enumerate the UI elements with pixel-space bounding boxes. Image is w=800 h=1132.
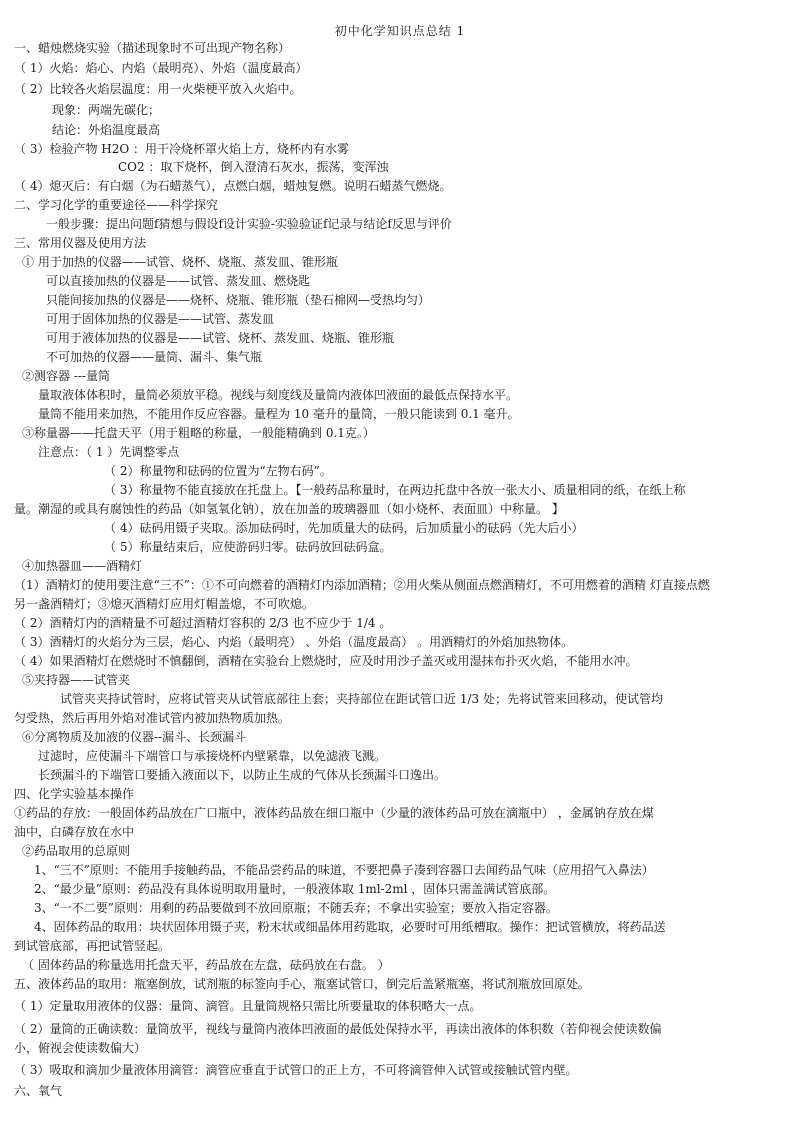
section-heading: 二、学习化学的重要途径——科学探究 (14, 198, 219, 212)
section-heading: 四、化学实验基本操作 (14, 787, 135, 801)
text-line: （ 3）称量物不能直接放在托盘上。【一般药品称量时，在两边托盘中各放一张大小、质量相同的纸，在纸上称 (104, 483, 686, 497)
text-line: （ 4）如果酒精灯在燃烧时不慎翻倒，酒精在实验台上燃烧时，应及时用沙子盖灭或用湿抹布扑灭火焰，不能用水冲。 (14, 654, 638, 668)
subsection-heading: ⑤夹持器——试管夹 (22, 673, 131, 687)
text-line: （ 1）定量取用液体的仪器：量筒、滴管。且量筒规格只需比所要量取的体积略大一点。 (14, 999, 482, 1013)
text-line: 过滤时，应使漏斗下端管口与承接烧杯内壁紧靠，以免滤液飞溅。 (38, 749, 387, 763)
text-line: 小，俯视会使读数偏大） (14, 1041, 147, 1055)
text-line: 3、“一不二要”原则：用剩的药品要做到不放回原瓶；不随丢弃；不拿出实验室；要放入指定容器。 (34, 901, 558, 915)
text-line: ①药品的存放：一般固体药品放在广口瓶中，液体药品放在细口瓶中（少量的液体药品可放在滴瓶中） ，金属钠存放在煤 (14, 806, 654, 820)
text-line: 试管夹夹持试管时，应将试管夹从试管底部往上套；夹持部位在距试管口近 1/3 处；先将试管来回移动，使试管均 (60, 692, 663, 706)
subsection-heading: ②药品取用的总原则 (22, 844, 131, 858)
text-line: （ 4）砝码用镊子夹取。添加砝码时，先加质量大的砝码，后加质量小的砝码（先大后小） (104, 521, 584, 535)
text-line: 2、“最少量”原则：药品没有具体说明取用量时，一般液体取 1ml-2ml ，固体只需盖满试管底部。 (34, 882, 556, 896)
text-line: 到试管底部，再把试管竖起。 (14, 939, 171, 953)
text-line: 现象：两端先碳化； (52, 103, 161, 117)
text-line: 匀受热，然后再用外焰对准试管内被加热物质加热。 (14, 711, 291, 725)
text-line: 不可加热的仪器——量筒、漏斗、集气瓶 (46, 350, 263, 364)
subsection-heading: ⑥分离物质及加液的仪器--漏斗、长颈漏斗 (22, 730, 247, 744)
text-line: 量。潮湿的或具有腐蚀性的药品（如氢氧化钠），放在加盖的玻璃器皿（如小烧杯、表面皿）中称量。 】 (14, 502, 564, 516)
text-line: （ 3）检验产物 H2O ：用干冷烧杯罩火焰上方，烧杯内有水雾 (14, 142, 350, 156)
text-line: （ 4）熄灭后：有白烟（为石蜡蒸气），点燃白烟，蜡烛复燃。说明石蜡蒸气燃烧。 (14, 179, 452, 193)
text-line: 只能间接加热的仪器是——烧杯、烧瓶、锥形瓶（垫石棉网—受热均匀） (46, 293, 431, 307)
text-line: 量筒不能用来加热，不能用作反应容器。量程为 10 毫升的量筒，一般只能读到 0.1 毫升。 (38, 407, 520, 421)
text-line: 1、“三不”原则：不能用手接触药品，不能品尝药品的味道，不要把鼻子凑到容器口去闻药品气味（应用招气入鼻法） (34, 863, 654, 877)
text-line: 长颈漏斗的下端管口要插入液面以下，以防止生成的气体从长颈漏斗口逸出。 (38, 768, 447, 782)
text-line: 一般步骤：提出问题f猜想与假设f设计实验-实验验证f记录与结论f反思与评价 (46, 217, 452, 231)
text-line: 注意点：（ 1 ）先调整零点 (38, 445, 180, 459)
text-line: 另一盏酒精灯；③熄灭酒精灯应用灯帽盖熄，不可吹熄。 (14, 597, 315, 611)
section-heading: 五、液体药品的取用：瓶塞倒放，试剂瓶的标签向手心，瓶塞试管口，倒完后盖紧瓶塞，将试剂瓶放回原处。 (14, 977, 591, 991)
document-title: 初中化学知识点总结 1 (334, 24, 466, 38)
text-line: （ 固体药品的称量选用托盘天平，药品放在左盘，砝码放在右盘。 ） (22, 958, 390, 972)
text-line: 可用于固体加热的仪器是——试管、蒸发皿 (46, 312, 275, 326)
text-line: 油中，白磷存放在水中 (14, 825, 135, 839)
text-line: 可以直接加热的仪器是——试管、蒸发皿、燃烧匙 (46, 274, 311, 288)
text-line: （ 2）酒精灯内的酒精量不可超过酒精灯容积的 2/3 也不应少于 1/4 。 (14, 616, 392, 630)
text-line: （ 3）酒精灯的火焰分为三层，焰心、内焰（最明亮） 、外焰（温度最高） 。用酒精灯的外焰加热物体。 (14, 635, 574, 649)
text-line: （ 5）称量结束后，应使游码归零。砝码放回砝码盒。 (104, 540, 392, 554)
section-heading: 六、氧气 (14, 1084, 63, 1098)
subsection-heading: ②测容器 ---量筒 (22, 369, 110, 383)
text-line: （ 2）量筒的正确读数：量筒放平，视线与量筒内液体凹液面的最低处保持水平，再读出液体的体积数（若仰视会使读数偏 (14, 1022, 662, 1036)
subsection-heading: ④加热器皿——酒精灯 (22, 559, 143, 573)
section-heading: 一、蜡烛燃烧实验（描述现象时不可出现产物名称） (14, 41, 291, 55)
subsection-heading: ③称量器——托盘天平（用于粗略的称量，一般能精确到 0.1克。） (22, 426, 375, 440)
text-line: （ 2）比较各火焰层温度：用一火柴梗平放入火焰中。 (14, 82, 302, 96)
text-line: （ 3）吸取和滴加少量液体用滴管：滴管应垂直于试管口的正上方，不可将滴管伸入试管或接触试管内壁。 (14, 1063, 578, 1077)
text-line: 结论：外焰温度最高 (52, 123, 161, 137)
section-heading: 三、常用仪器及使用方法 (14, 236, 147, 250)
text-line: 量取液体体积时，量筒必须放平稳。视线与刻度线及量筒内液体凹液面的最低点保持水平。 (38, 388, 519, 402)
text-line: CO2 ：取下烧杯，倒入澄清石灰水，振荡，变浑浊 (118, 160, 389, 174)
text-line: （ 1）火焰：焰心、内焰（最明亮）、外焰（温度最高） (14, 61, 308, 75)
text-line: （1）酒精灯的使用要注意“三不”：①不可向燃着的酒精灯内添加酒精；②用火柴从侧面点燃酒精灯，不可用燃着的酒精 灯直接点燃 (14, 578, 710, 592)
text-line: （ 2）称量物和砝码的位置为“左物右码”。 (104, 464, 332, 478)
text-line: 可用于液体加热的仪器是——试管、烧杯、蒸发皿、烧瓶、锥形瓶 (46, 331, 395, 345)
text-line: ① 用于加热的仪器——试管、烧杯、烧瓶、蒸发皿、锥形瓶 (22, 255, 338, 269)
text-line: 4、固体药品的取用：块状固体用镊子夹，粉末状或细晶体用药匙取，必要时可用纸槽取。操作：把试管横放，将药品送 (34, 920, 666, 934)
